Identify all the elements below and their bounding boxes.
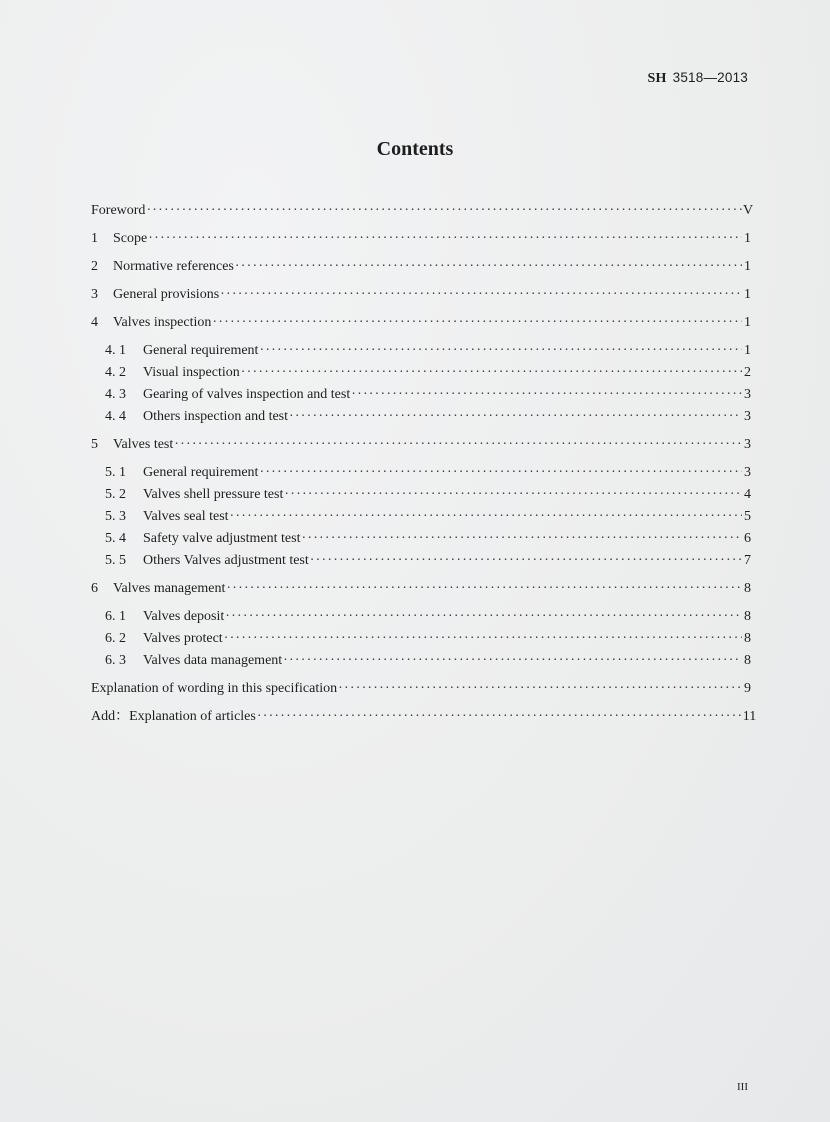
toc-entry-number: 5. 5 [105, 553, 126, 568]
toc-entry-5-5[interactable] [91, 550, 751, 572]
toc-entry-number: 4. 3 [105, 387, 126, 402]
dot-leader [230, 506, 742, 528]
toc-entry-label: General requirement [143, 343, 259, 358]
toc-entry-label: Valves seal test [143, 509, 229, 524]
dot-leader [259, 340, 742, 362]
dot-leader [284, 484, 742, 506]
toc-entry-foreword[interactable] [91, 200, 754, 222]
dot-leader [351, 384, 742, 406]
toc-entry-label: Valves test [113, 437, 174, 452]
dot-leader [235, 256, 742, 278]
toc-entry-label: General provisions [113, 287, 220, 302]
dot-leader [310, 550, 742, 572]
standard-prefix: SH [647, 71, 667, 86]
toc-entry-page: 1 [744, 231, 751, 246]
toc-entry-4-2[interactable] [91, 362, 751, 384]
toc-entry-6-3[interactable] [91, 650, 751, 672]
toc-entry-page: 1 [744, 287, 751, 302]
toc-entry-label: Valves data management [143, 653, 283, 668]
toc-entry-label: Valves shell pressure test [143, 487, 284, 502]
dot-leader [226, 578, 742, 600]
toc-entry-label: Valves deposit [143, 609, 225, 624]
toc-entry-page: 11 [742, 709, 757, 724]
toc-entry-number: 6. 3 [105, 653, 126, 668]
toc-entry-label: Others Valves adjustment test [143, 553, 309, 568]
toc-entry-4-1[interactable] [91, 340, 751, 362]
toc-entry-scope[interactable] [91, 228, 751, 250]
toc-entry-valves-test[interactable] [91, 434, 751, 456]
toc-entry-page: 8 [744, 581, 751, 596]
toc-entry-number: 4. 2 [105, 365, 126, 380]
toc-entry-label: General requirement [143, 465, 259, 480]
dot-leader [225, 606, 742, 628]
toc-entry-label: Foreword [91, 203, 146, 218]
toc-entry-number: 6. 1 [105, 609, 126, 624]
toc-entry-valves-management[interactable] [91, 578, 751, 600]
dot-leader [146, 200, 742, 222]
toc-entry-explanation-of-wording[interactable] [91, 678, 751, 700]
toc-entry-label: Scope [113, 231, 148, 246]
toc-entry-normative-references[interactable] [91, 256, 751, 278]
toc-entry-number: 2 [91, 259, 98, 274]
toc-entry-page: 6 [744, 531, 751, 546]
dot-leader [338, 678, 742, 700]
toc-entry-label: Normative references [113, 259, 234, 274]
page-number: III [737, 1081, 748, 1093]
page-title: Contents [376, 138, 454, 160]
toc-entry-number: 5. 4 [105, 531, 126, 546]
toc-entry-number: 4. 4 [105, 409, 126, 424]
toc-entry-number: 4. 1 [105, 343, 126, 358]
toc-entry-page: 5 [744, 509, 751, 524]
toc-entry-label: Others inspection and test [143, 409, 289, 424]
dot-leader [148, 228, 742, 250]
dot-leader [224, 628, 742, 650]
toc-entry-label: Gearing of valves inspection and test [143, 387, 351, 402]
dot-leader [220, 284, 742, 306]
toc-entry-number: 4 [91, 315, 98, 330]
toc-entry-page: 1 [744, 343, 751, 358]
toc-entry-5-2[interactable] [91, 484, 751, 506]
toc-entry-6-1[interactable] [91, 606, 751, 628]
toc-entry-page: V [743, 203, 754, 218]
toc-entry-4-4[interactable] [91, 406, 751, 428]
toc-entry-number: 5. 3 [105, 509, 126, 524]
toc-entry-label: Explanation of wording in this specification [91, 681, 338, 696]
dot-leader [212, 312, 742, 334]
toc-entry-number: 5 [91, 437, 98, 452]
toc-entry-label: Valves inspection [113, 315, 212, 330]
toc-entry-number: 3 [91, 287, 98, 302]
toc-entry-5-1[interactable] [91, 462, 751, 484]
dot-leader [283, 650, 742, 672]
toc-entry-4-3[interactable] [91, 384, 751, 406]
toc-entry-page: 3 [744, 437, 751, 452]
toc-entry-number: 6 [91, 581, 98, 596]
toc-entry-number: 5. 1 [105, 465, 126, 480]
toc-entry-page: 3 [744, 465, 751, 480]
toc-entry-page: 2 [744, 365, 751, 380]
toc-entry-page: 3 [744, 409, 751, 424]
toc-entry-page: 1 [744, 315, 751, 330]
toc-entry-page: 4 [744, 487, 751, 502]
dot-leader [301, 528, 742, 550]
toc-entry-page: 3 [744, 387, 751, 402]
toc-entry-label: Safety valve adjustment test [143, 531, 301, 546]
toc-entry-label: Visual inspection [143, 365, 240, 380]
toc-entry-5-3[interactable] [91, 506, 751, 528]
toc-entry-page: 7 [744, 553, 751, 568]
dot-leader [257, 706, 742, 728]
toc-entry-page: 8 [744, 609, 751, 624]
toc-entry-number: 6. 2 [105, 631, 126, 646]
toc-entry-6-2[interactable] [91, 628, 751, 650]
toc-entry-number: 5. 2 [105, 487, 126, 502]
toc-entry-label: Add：Explanation of articles [91, 709, 256, 724]
toc-entry-label: Valves protect [143, 631, 223, 646]
standard-number: 3518—2013 [672, 70, 748, 85]
dot-leader [174, 434, 742, 456]
toc-entry-page: 8 [744, 631, 751, 646]
toc-entry-number: 1 [91, 231, 98, 246]
dot-leader [241, 362, 742, 384]
dot-leader [289, 406, 742, 428]
toc-entry-label: Valves management [113, 581, 226, 596]
toc-entry-general-provisions[interactable] [91, 284, 751, 306]
standard-code [648, 70, 748, 87]
table-of-contents [91, 200, 757, 728]
dot-leader [259, 462, 742, 484]
toc-entry-5-4[interactable] [91, 528, 751, 550]
toc-entry-page: 1 [744, 259, 751, 274]
toc-entry-explanation-of-articles[interactable] [91, 706, 757, 728]
toc-entry-page: 9 [744, 681, 751, 696]
toc-entry-page: 8 [744, 653, 751, 668]
toc-entry-valves-inspection[interactable] [91, 312, 751, 334]
